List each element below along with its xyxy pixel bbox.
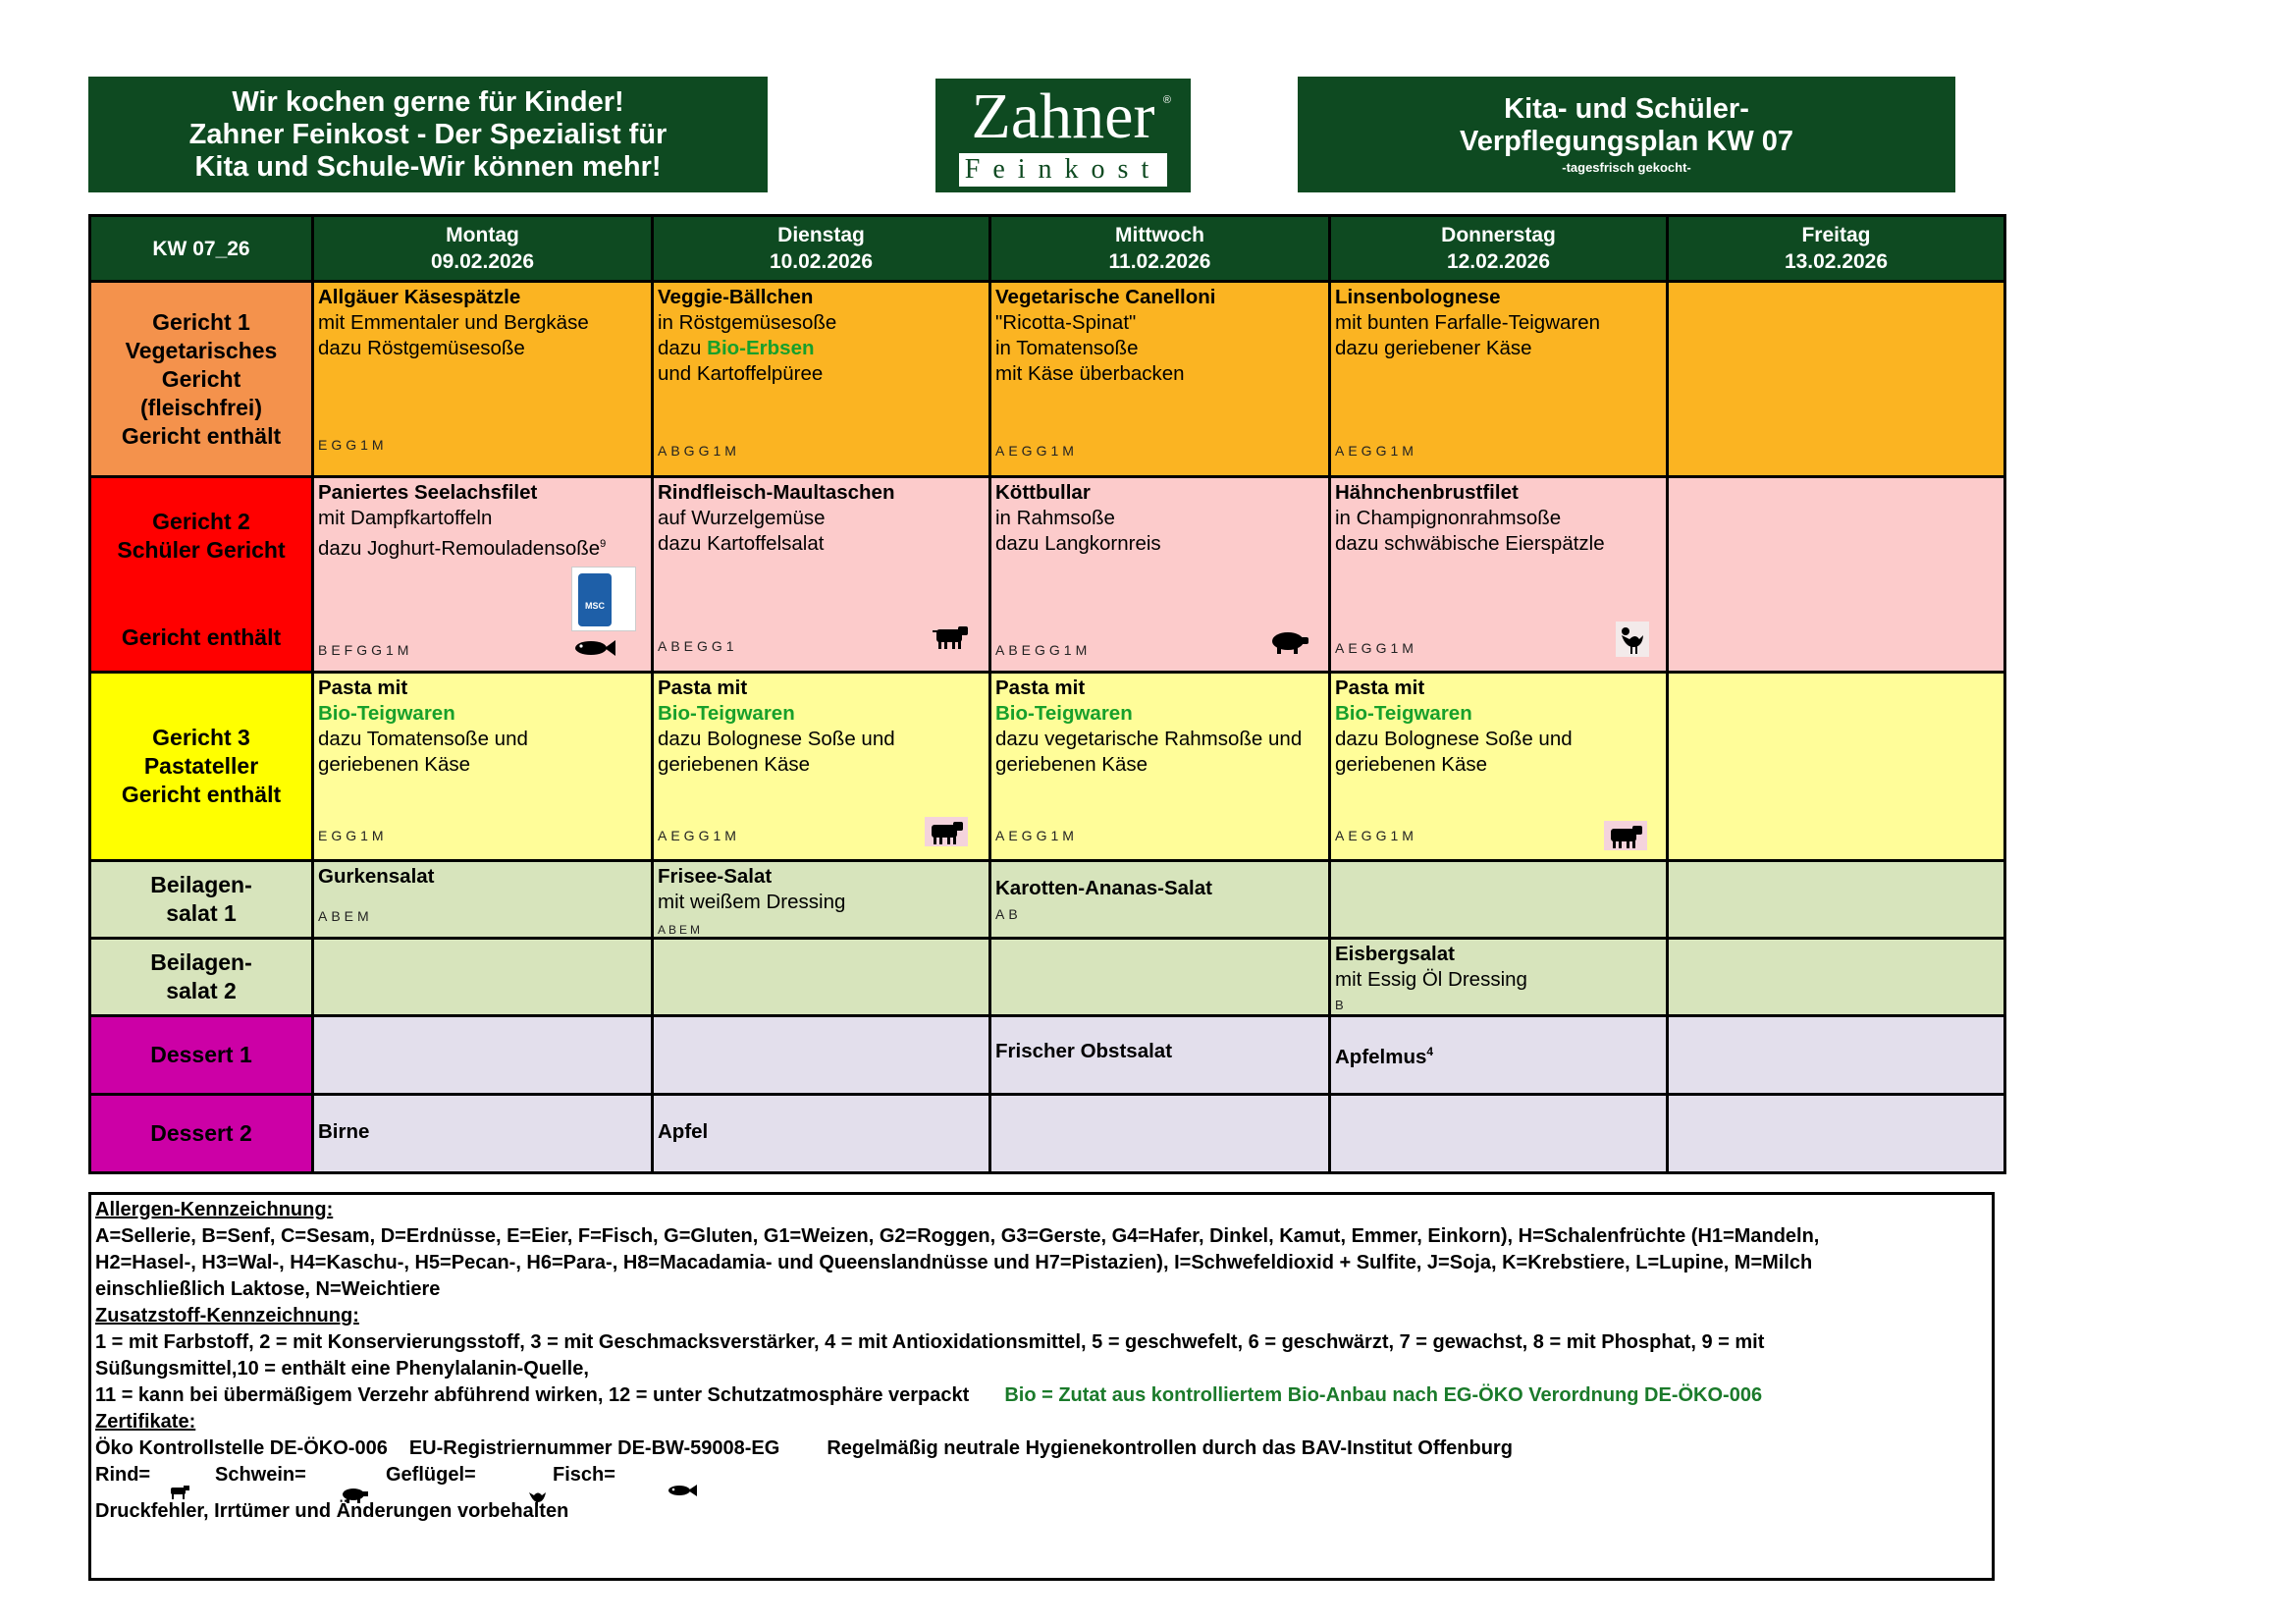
row-dessert-2: [90, 1095, 2005, 1173]
dish-line: geriebenen Käse: [995, 753, 1148, 776]
menu-cell: [990, 282, 1330, 477]
plan-title-banner: [1298, 77, 1955, 192]
dish-line: "Ricotta-Spinat": [995, 311, 1137, 334]
allergen-heading: Allergen-Kennzeichnung:: [95, 1199, 334, 1220]
dish-title: Frisee-Salat: [658, 865, 773, 888]
dish-line: geriebenen Käse: [318, 753, 471, 776]
dish-line: dazu Langkornreis: [995, 532, 1161, 555]
row-salat-1: [90, 861, 2005, 939]
dish-title: Pasta mit: [1335, 677, 1425, 699]
menu-cell: [1330, 1016, 1668, 1095]
bio-label: Bio-Erbsen: [707, 337, 815, 359]
bio-label: Bio-Teigwaren: [995, 702, 1133, 725]
dish-line: mit Dampfkartoffeln: [318, 507, 493, 529]
plan-subtitle: -tagesfrisch gekocht-: [1562, 160, 1691, 175]
menu-cell: [653, 861, 990, 939]
day-header-row: [90, 216, 2005, 282]
cow-icon: [931, 623, 970, 651]
dish-title: Veggie-Bällchen: [658, 286, 814, 308]
menu-cell: [653, 282, 990, 477]
menu-cell-empty: [1330, 1095, 1668, 1173]
allergen-codes: AEGG1M: [658, 828, 740, 843]
menu-cell-empty: [1668, 477, 2005, 673]
dish-title: Paniertes Seelachsfilet: [318, 481, 538, 504]
row-label-dessert-2: Dessert 2: [90, 1095, 313, 1173]
row-label-gericht-2: Gericht 2 Schüler Gericht Gericht enthält: [90, 477, 313, 673]
dish-title: Linsenbolognese: [1335, 286, 1501, 308]
bio-note: Bio = Zutat aus kontrolliertem Bio-Anbau nach EG-ÖKO Verordnung DE-ÖKO-006: [1004, 1384, 1763, 1406]
menu-cell-empty: [313, 1016, 653, 1095]
slogan-line: Zahner Feinkost - Der Spezialist für: [188, 118, 667, 150]
row-label-dessert-1: Dessert 1: [90, 1016, 313, 1095]
legend-gefluegel: Geflügel=: [386, 1464, 476, 1486]
bio-label: Bio-Teigwaren: [1335, 702, 1472, 725]
additive-text: 1 = mit Farbstoff, 2 = mit Konservierungsstoff, 3 = mit Geschmacksverstärker, 4 = mit Antioxidationsmittel, 5 = geschwefelt, 6 = geschwärzt, 7 = gewachst, 8 = mit Phosphat, 9 = mit: [95, 1331, 1765, 1353]
dish-title: Eisbergsalat: [1335, 943, 1455, 965]
row-gericht-2: [90, 477, 2005, 673]
legend-fisch: Fisch=: [553, 1464, 615, 1486]
bio-label: Bio-Teigwaren: [318, 702, 455, 725]
plan-title-line: Verpflegungsplan KW 07: [1460, 126, 1793, 157]
menu-cell: [313, 477, 653, 673]
dish-line: geriebenen Käse: [1335, 753, 1488, 776]
day-header-monday: Montag 09.02.2026: [313, 216, 653, 282]
cow-icon: [1604, 821, 1647, 850]
menu-cell: [1330, 673, 1668, 861]
dish-line: auf Wurzelgemüse: [658, 507, 826, 529]
day-header-thursday: Donnerstag 12.02.2026: [1330, 216, 1668, 282]
allergen-codes: B: [1335, 998, 1348, 1012]
disclaimer: Druckfehler, Irrtümer und Änderungen vorbehalten: [95, 1500, 569, 1522]
dish-line: mit bunten Farfalle-Teigwaren: [1335, 311, 1601, 334]
additive-text: Süßungsmittel,10 = enthält eine Phenylalanin-Quelle,: [95, 1358, 589, 1380]
dish-title: Pasta mit: [995, 677, 1086, 699]
dish-title: Apfelmus$^4$: [1335, 1045, 1434, 1068]
allergen-text: H2=Hasel-, H3=Wal-, H4=Kaschu-, H5=Pecan-, H6=Para-, H8=Macadamia- und Queenslandnüsse und H7=Pistazien), I=Schwefeldioxid + Sulfite, J=Soja, K=Krebstiere, L=Lupine, M=Milch: [95, 1252, 1813, 1273]
row-salat-2: [90, 939, 2005, 1016]
allergen-codes: ABEM: [318, 908, 373, 924]
allergen-codes: ABEM: [658, 923, 704, 937]
dish-title: Karotten-Ananas-Salat: [995, 877, 1212, 899]
day-header-wednesday: Mittwoch 11.02.2026: [990, 216, 1330, 282]
msc-seal: MSC: [571, 567, 636, 631]
menu-cell-empty: [1668, 939, 2005, 1016]
menu-cell-empty: [1668, 1016, 2005, 1095]
dish-line: dazu Röstgemüsesoße: [318, 337, 525, 359]
dish-line: in Tomatensoße: [995, 337, 1139, 359]
menu-cell: [990, 861, 1330, 939]
allergen-codes: AEGG1M: [995, 443, 1078, 459]
week-label: KW 07_26: [90, 216, 313, 282]
animal-legend: [95, 1462, 1988, 1489]
slogan-line: Wir kochen gerne für Kinder!: [232, 85, 624, 118]
dish-line: in Champignonrahmsoße: [1335, 507, 1562, 529]
chicken-icon: [1616, 622, 1649, 657]
legend-box: [88, 1192, 1995, 1581]
day-header-friday: Freitag 13.02.2026: [1668, 216, 2005, 282]
certificate-heading: Zertifikate:: [95, 1411, 196, 1433]
dish-title: Köttbullar: [995, 481, 1091, 504]
allergen-codes: BEFGG1M: [318, 642, 413, 658]
menu-cell-empty: [313, 939, 653, 1016]
row-label-gericht-1: Gericht 1 Vegetarisches Gericht (fleischfrei) Gericht enthält: [90, 282, 313, 477]
dish-line: dazu Bolognese Soße und: [1335, 728, 1573, 750]
menu-cell: [313, 673, 653, 861]
dish-title: Hähnchenbrustfilet: [1335, 481, 1519, 504]
dish-title: Allgäuer Käsespätzle: [318, 286, 521, 308]
fish-icon: [667, 1483, 698, 1498]
dish-title: Frischer Obstsalat: [995, 1040, 1173, 1062]
allergen-codes: AB: [995, 906, 1022, 922]
slogan-line: Kita und Schule-Wir können mehr!: [194, 150, 662, 183]
dish-title: Vegetarische Canelloni: [995, 286, 1216, 308]
row-label-salat-2: Beilagen- salat 2: [90, 939, 313, 1016]
dish-title: Gurkensalat: [318, 865, 435, 888]
slogan-banner: [88, 77, 768, 192]
dish-line: dazu Kartoffelsalat: [658, 532, 825, 555]
allergen-codes: ABGG1M: [658, 443, 740, 459]
row-label-gericht-3: Gericht 3 Pastateller Gericht enthält: [90, 673, 313, 861]
bio-label: Bio-Teigwaren: [658, 702, 795, 725]
menu-cell: [990, 1016, 1330, 1095]
menu-cell: [990, 477, 1330, 673]
additive-heading: Zusatzstoff-Kennzeichnung:: [95, 1305, 359, 1326]
menu-cell-empty: [1330, 861, 1668, 939]
row-gericht-1: [90, 282, 2005, 477]
row-dessert-1: [90, 1016, 2005, 1095]
menu-cell-empty: [1668, 282, 2005, 477]
menu-table: [88, 214, 2006, 1174]
dish-line: mit weißem Dressing: [658, 891, 846, 913]
logo-registered-mark: ®: [1162, 94, 1171, 106]
dish-title: Pasta mit: [658, 677, 748, 699]
menu-cell: [1330, 282, 1668, 477]
dish-title: Birne: [318, 1120, 370, 1143]
dish-line: mit Emmentaler und Bergkäse: [318, 311, 589, 334]
pig-icon: [1268, 629, 1309, 655]
day-header-tuesday: Dienstag 10.02.2026: [653, 216, 990, 282]
allergen-codes: AEGG1M: [1335, 443, 1417, 459]
logo-word: Zahner: [971, 81, 1155, 152]
legend-schwein: Schwein=: [215, 1464, 306, 1486]
additive-text: 11 = kann bei übermäßigem Verzehr abführend wirken, 12 = unter Schutzatmosphäre verpackt Bio = Zutat aus kontrolliertem Bio-Anbau nach EG-ÖKO Verordnung DE-ÖKO-006: [95, 1384, 1763, 1406]
allergen-codes: AEGG1M: [1335, 640, 1417, 656]
menu-cell: [313, 282, 653, 477]
menu-cell-empty: [653, 939, 990, 1016]
dish-line: mit Essig Öl Dressing: [1335, 968, 1527, 991]
allergen-codes: EGG1M: [318, 437, 388, 453]
dish-line: dazu Tomatensoße und: [318, 728, 528, 750]
dish-line: dazu Bolognese Soße und: [658, 728, 895, 750]
dish-line: in Röstgemüsesoße: [658, 311, 837, 334]
dish-line: geriebenen Käse: [658, 753, 811, 776]
dish-title: Apfel: [658, 1120, 709, 1143]
dish-line: in Rahmsoße: [995, 507, 1115, 529]
dish-line: und Kartoffelpüree: [658, 362, 824, 385]
allergen-codes: ABEGG1: [658, 638, 738, 654]
cow-icon: [925, 817, 968, 846]
menu-cell: [653, 1095, 990, 1173]
menu-cell: [653, 673, 990, 861]
menu-cell-empty: [990, 1095, 1330, 1173]
menu-cell: [313, 861, 653, 939]
dish-line: dazu schwäbische Eierspätzle: [1335, 532, 1605, 555]
logo-subtitle: Feinkost: [959, 153, 1167, 187]
allergen-text: einschließlich Laktose, N=Weichtiere: [95, 1278, 441, 1300]
menu-cell-empty: [1668, 1095, 2005, 1173]
dish-line: dazu geriebener Käse: [1335, 337, 1532, 359]
allergen-text: A=Sellerie, B=Senf, C=Sesam, D=Erdnüsse, E=Eier, F=Fisch, G=Gluten, G1=Weizen, G2=Roggen, G3=Gerste, G4=Hafer, Dinkel, Kamut, Emmer, Einkorn), H=Schalenfrüchte (H1=Mandeln,: [95, 1225, 1820, 1247]
menu-cell-empty: [653, 1016, 990, 1095]
menu-cell-empty: [1668, 861, 2005, 939]
zahner-logo: [935, 79, 1191, 192]
allergen-codes: ABEGG1M: [995, 642, 1092, 658]
menu-cell: [653, 477, 990, 673]
menu-cell: [990, 673, 1330, 861]
dish-title: Rindfleisch-Maultaschen: [658, 481, 895, 504]
dish-line: dazu vegetarische Rahmsoße und: [995, 728, 1303, 750]
dish-title: Pasta mit: [318, 677, 408, 699]
dish-line: dazu Bio-Erbsen: [658, 337, 815, 359]
dish-line: mit Käse überbacken: [995, 362, 1185, 385]
menu-cell: [1330, 939, 1668, 1016]
row-label-salat-1: Beilagen- salat 1: [90, 861, 313, 939]
certificate-line: Öko Kontrollstelle DE-ÖKO-006 EU-Registriernummer DE-BW-59008-EG Regelmäßig neutrale Hygienekontrollen durch das BAV-Institut Offenburg: [95, 1437, 1513, 1459]
allergen-codes: EGG1M: [318, 828, 388, 843]
legend-rind: Rind=: [95, 1464, 151, 1486]
menu-cell-empty: [1668, 673, 2005, 861]
menu-cell: [313, 1095, 653, 1173]
menu-cell: [1330, 477, 1668, 673]
allergen-codes: AEGG1M: [995, 828, 1078, 843]
dish-line: dazu Joghurt-Remouladensoße$^9$: [318, 536, 607, 560]
allergen-codes: AEGG1M: [1335, 828, 1417, 843]
plan-title-line: Kita- und Schüler-: [1504, 93, 1749, 125]
menu-cell-empty: [990, 939, 1330, 1016]
fish-icon: [571, 637, 616, 659]
row-gericht-3: [90, 673, 2005, 861]
